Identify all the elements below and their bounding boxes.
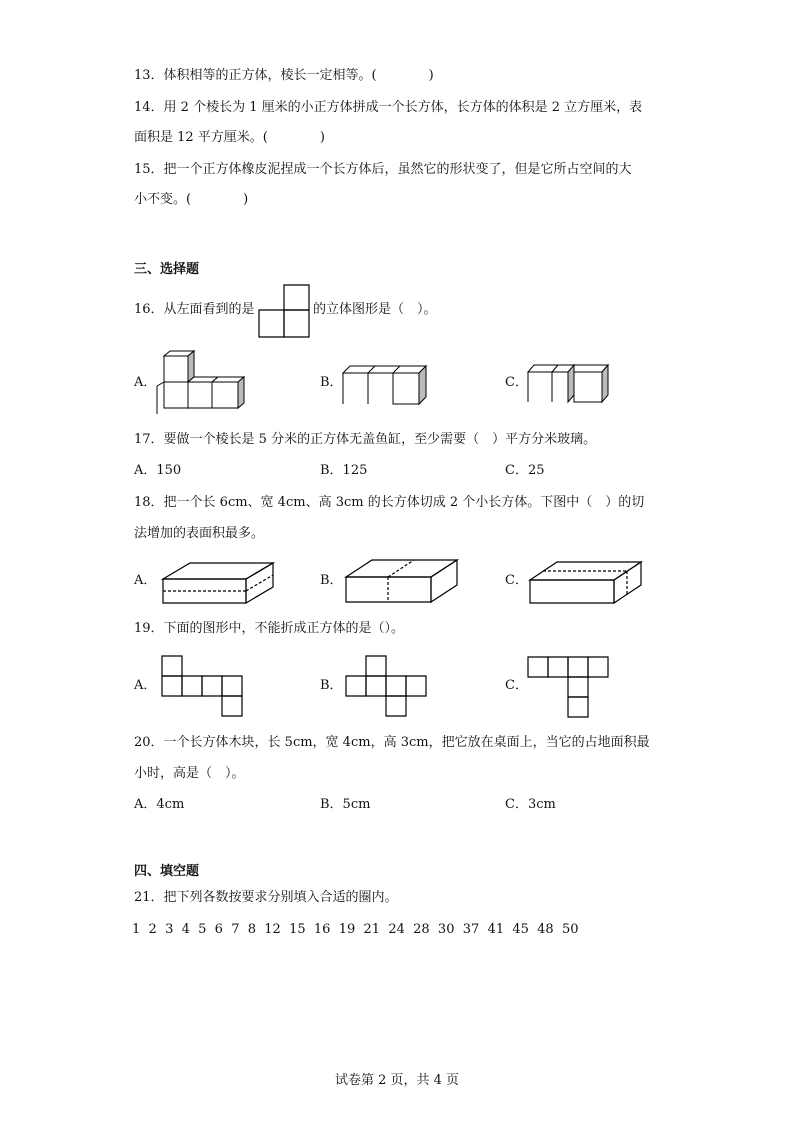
q18-option-a-figure (160, 560, 278, 606)
left-view-figure (258, 284, 312, 340)
page-footer: 试卷第 2 页，共 4 页 (334, 1073, 460, 1088)
q19-option-a-net (161, 655, 247, 719)
q16-option-b-label: B． (320, 375, 343, 390)
question-16-pre: 16．从左面看到的是 (134, 302, 255, 317)
question-16-post: 的立体图形是（ ）。 (313, 302, 437, 317)
q19-option-a-label: A． (134, 678, 157, 693)
q18-option-b-label: B． (320, 573, 343, 588)
q16-option-c-figure (526, 362, 612, 408)
question-21: 21．把下列各数按要求分别填入合适的圈内。 (134, 890, 398, 905)
q18-option-c-label: C． (505, 573, 528, 588)
question-19: 19．下面的图形中，不能折成正方体的是（）。 (134, 621, 405, 636)
q20-option-b: B．5cm (320, 797, 371, 812)
question-17: 17．要做一个棱长是 5 分米的正方体无盖鱼缸，至少需要（ ）平方分米玻璃。 (134, 432, 597, 447)
question-20-line1: 20．一个长方体木块，长 5cm，宽 4cm，高 3cm，把它放在桌面上，当它的占地面积最 (134, 735, 650, 750)
q19-option-b-label: B． (320, 678, 343, 693)
question-20-line2: 小时，高是（ ）。 (134, 766, 245, 781)
q17-option-b: B．125 (320, 463, 368, 478)
q19-option-b-net (345, 655, 431, 719)
q16-option-c-label: C． (505, 375, 528, 390)
q21-numbers: 1 2 3 4 5 6 7 8 12 15 16 19 21 24 28 30 37 41 45 48 50 (132, 922, 579, 937)
question-18-line2: 法增加的表面积最多。 (134, 526, 265, 541)
q20-option-a: A．4cm (134, 797, 185, 812)
question-14-line1: 14．用 2 个棱长为 1 厘米的小正方体拼成一个长方体，长方体的体积是 2 立方厘米，表 (134, 100, 643, 115)
q17-option-c: C．25 (505, 463, 545, 478)
q19-option-c-net (527, 656, 613, 720)
q16-option-a-label: A． (134, 375, 157, 390)
q16-option-b-figure (340, 364, 434, 410)
section-3-title: 三、选择题 (134, 262, 200, 277)
question-18-line1: 18．把一个长 6cm、宽 4cm、高 3cm 的长方体切成 2 个小长方体。下图中（ ）的切 (134, 495, 645, 510)
q18-option-b-figure (343, 557, 461, 605)
question-14-line2: 面积是 12 平方厘米。( ) (134, 130, 325, 145)
q20-option-c: C．3cm (505, 797, 556, 812)
q18-option-a-label: A． (134, 573, 157, 588)
question-15-line2: 小不变。( ) (134, 192, 249, 207)
question-15-line1: 15．把一个正方体橡皮泥捏成一个长方体后，虽然它的形状变了，但是它所占空间的大 (134, 162, 632, 177)
section-4-title: 四、填空题 (134, 864, 200, 879)
q18-option-c-figure (527, 558, 645, 606)
question-13: 13．体积相等的正方体，棱长一定相等。( ) (134, 68, 434, 83)
q17-option-a: A．150 (134, 463, 182, 478)
q16-option-a-figure (156, 350, 248, 416)
q19-option-c-label: C． (505, 678, 528, 693)
